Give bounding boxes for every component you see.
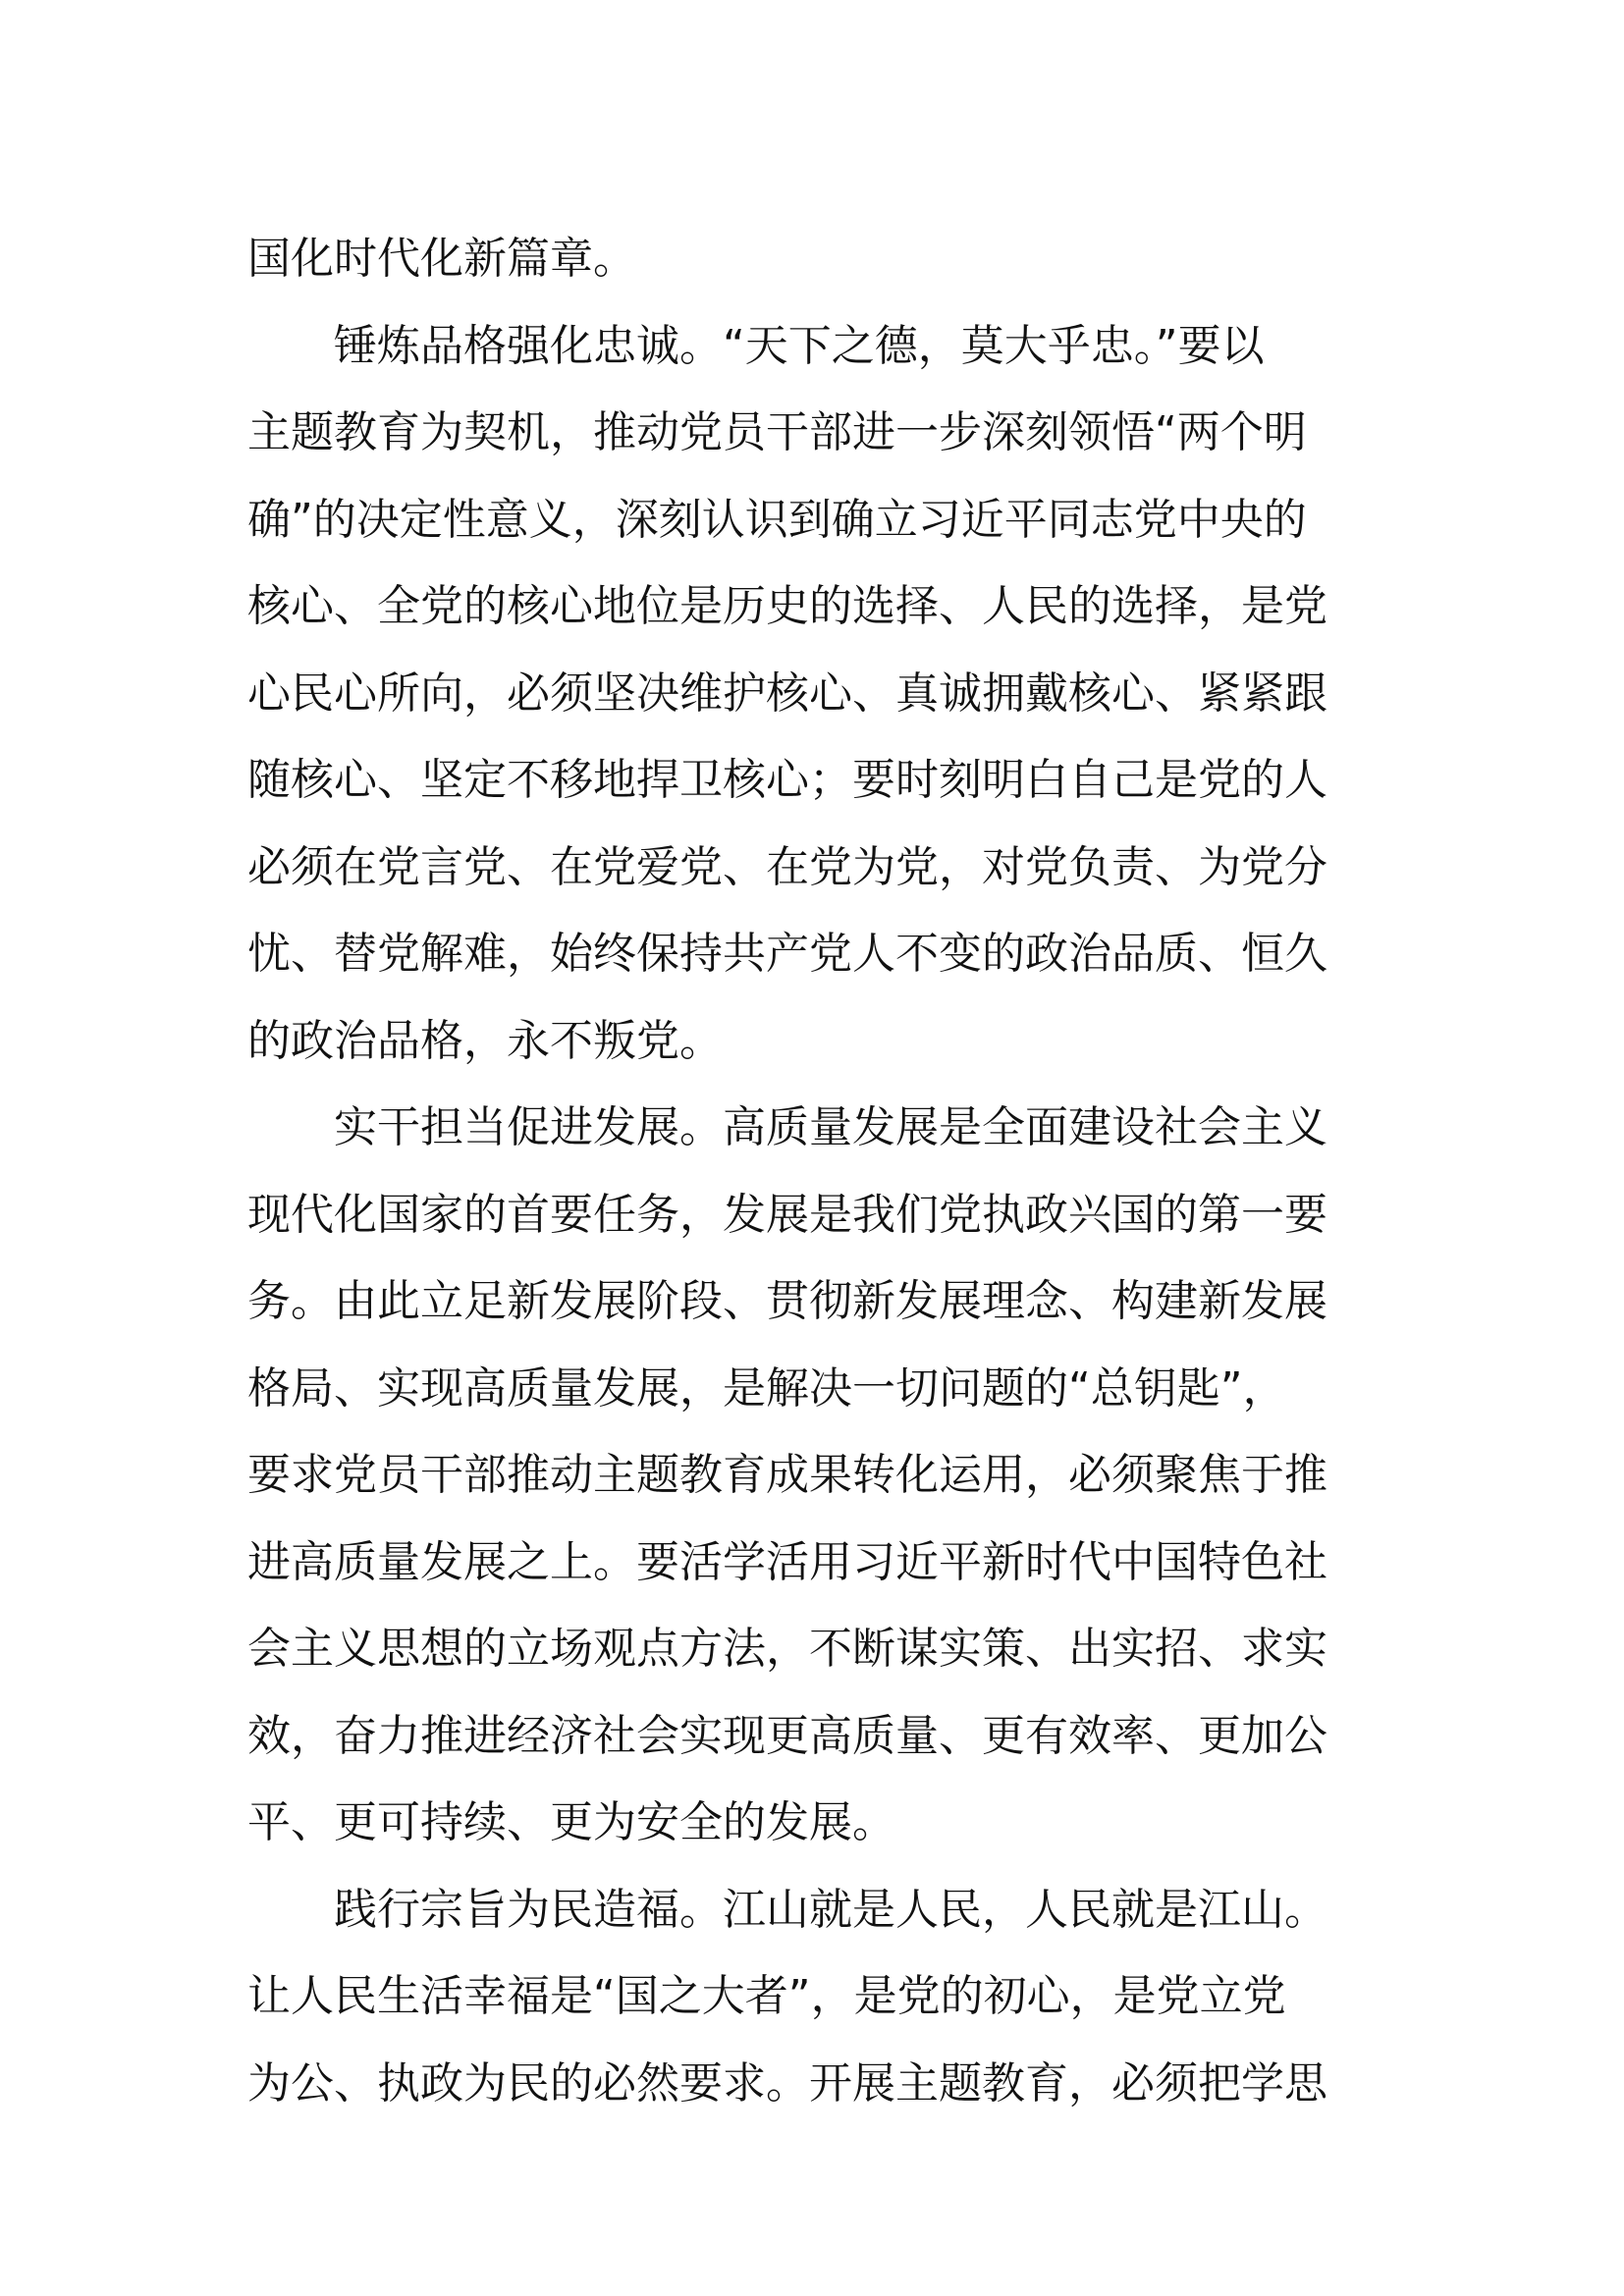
text-line: 务。由此立足新发展阶段、贯彻新发展理念、构建新发展 [247,1276,1327,1326]
text-line: 核心、全党的核心地位是历史的选择、人民的选择，是党 [247,581,1327,631]
text-line: 践行宗旨为民造福。江山就是人民，人民就是江山。 [334,1884,1327,1935]
text-line: 忧、替党解难，始终保持共产党人不变的政治品质、恒久 [247,929,1327,979]
text-line: 要求党员干部推动主题教育成果转化运用，必须聚焦于推 [247,1450,1327,1500]
text-line: 实干担当促进发展。高质量发展是全面建设社会主义 [334,1102,1327,1152]
text-line: 锤炼品格强化忠诚。“天下之德，莫大乎忠。”要以 [334,320,1265,371]
text-line: 平、更可持续、更为安全的发展。 [247,1797,895,1847]
text-line: 现代化国家的首要任务，发展是我们党执政兴国的第一要 [247,1189,1327,1240]
paragraph-people [247,1867,1386,2128]
text-line: 效，奋力推进经济社会实现更高质量、更有效率、更加公 [247,1710,1327,1761]
text-line: 必须在党言党、在党爱党、在党为党，对党负责、为党分 [247,841,1327,892]
text-line: 进高质量发展之上。要活学活用习近平新时代中国特色社 [247,1536,1327,1587]
text-line: 格局、实现高质量发展，是解决一切问题的“总钥匙”， [247,1362,1286,1414]
paragraph-continuation [247,216,1386,303]
document-page [247,216,1386,2127]
text-line: 主题教育为契机，推动党员干部进一步深刻领悟“两个明 [247,407,1307,457]
paragraph-loyalty [247,303,1386,1086]
text-line: 心民心所向，必须坚决维护核心、真诚拥戴核心、紧紧跟 [247,667,1327,719]
text-line: 随核心、坚定不移地捍卫核心；要时刻明白自己是党的人 [247,755,1327,805]
text-line: 为公、执政为民的必然要求。开展主题教育，必须把学思 [247,2057,1327,2109]
text-line: 让人民生活幸福是“国之大者”，是党的初心，是党立党 [247,1971,1286,2021]
paragraph-development [247,1085,1386,1867]
text-line: 会主义思想的立场观点方法，不断谋实策、出实招、求实 [247,1624,1327,1674]
text-line: 的政治品格，永不叛党。 [247,1015,723,1066]
text-line: 确”的决定性意义，深刻认识到确立习近平同志党中央的 [247,494,1307,545]
text-line: 国化时代化新篇章。 [247,234,636,284]
